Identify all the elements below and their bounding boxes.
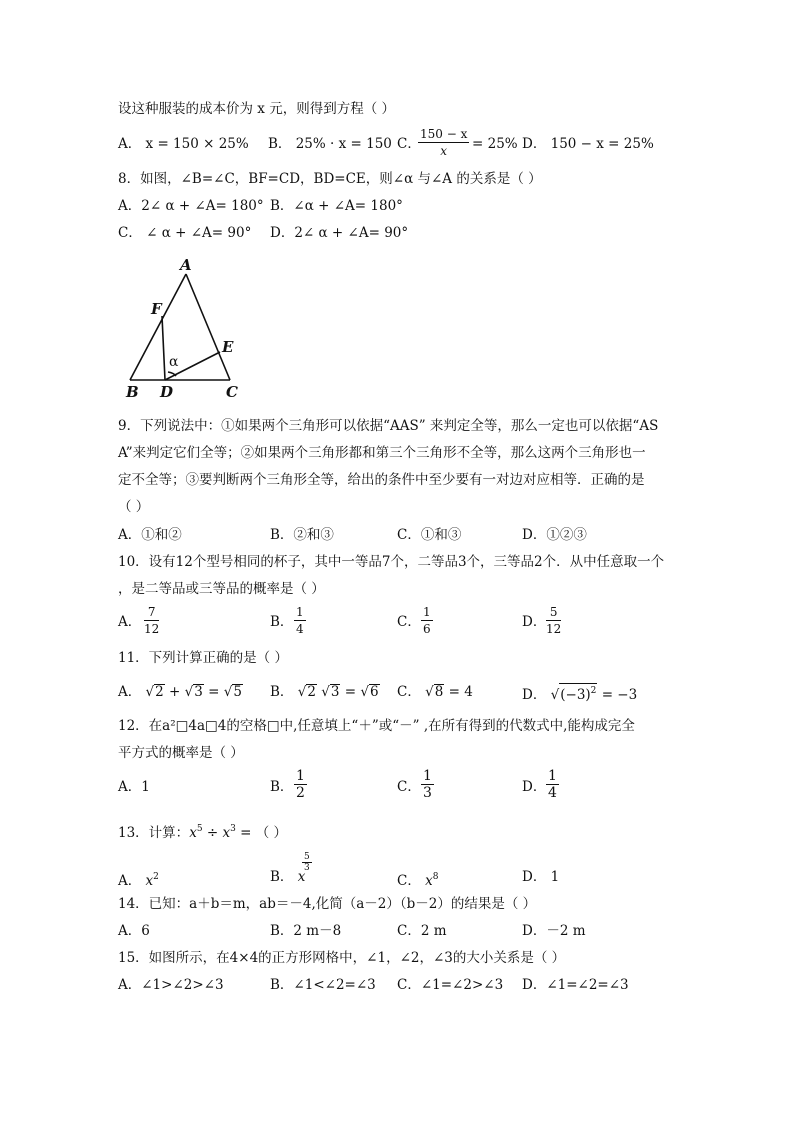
q10-c-denominator: 6 — [423, 622, 431, 636]
q13-c-label: C． — [397, 873, 421, 889]
q10-d-denominator: 12 — [546, 622, 562, 636]
q10-option-d-label: D． — [522, 614, 547, 630]
q11-d-label: D． — [522, 687, 547, 703]
q10-option-d-fraction — [546, 604, 561, 637]
q9-line-1: 9．下列说法中：①如果两个三角形可以依据“AAS” 来判定全等，那么一定也可以依据“AS — [118, 418, 659, 434]
q14-stem: 14．已知：a＋b＝m，ab＝－4,化简（a－2）（b－2）的结果是（ ） — [118, 896, 537, 912]
q12-option-d-fraction — [546, 768, 559, 801]
q15-option-a: A．∠1>∠2>∠3 — [118, 977, 224, 993]
q9-option-d: D．①②③ — [522, 527, 587, 543]
q12-c-numerator: 1 — [423, 768, 432, 784]
q10-a-denominator: 12 — [144, 622, 160, 636]
q15-stem: 15．如图所示，在4×4的正方形网格中，∠1，∠2，∠3的大小关系是（ ） — [118, 950, 566, 966]
q13-exp-1: 5 — [196, 824, 203, 834]
q10-option-c-fraction — [421, 604, 433, 637]
q9-option-b: B．②和③ — [270, 527, 334, 543]
label-e: E — [222, 338, 234, 356]
q8-option-c: C． ∠ α + ∠A= 90° — [118, 225, 252, 241]
triangle-figure — [118, 256, 248, 402]
q15-option-d: D．∠1=∠2=∠3 — [522, 977, 629, 993]
q14-option-b: B．2 m－8 — [270, 923, 342, 939]
q12-b-numerator: 1 — [296, 768, 305, 784]
q11-a-radicand-3: 5 — [233, 684, 242, 700]
q10-option-b-label: B． — [270, 614, 294, 630]
q11-b-radicand-2: 3 — [330, 684, 340, 700]
q11-b-label: B． — [270, 684, 294, 700]
q13-b-exp-numerator: 5 — [304, 852, 310, 862]
q8-option-a: A．2∠ α + ∠A= 180° — [118, 198, 264, 214]
q11-option-b: B． √2 √3 = √6 — [270, 684, 379, 700]
q13-option-c — [397, 868, 439, 890]
q13-stem — [118, 820, 287, 842]
q10-option-c-label: C． — [397, 614, 421, 630]
q12-d-denominator: 4 — [548, 785, 557, 801]
q12-option-d-label: D． — [522, 779, 547, 795]
q11-option-c: C． √8 = 4 — [397, 684, 473, 700]
q14-option-d: D．－2 m — [522, 923, 586, 939]
q12-line-2: 平方式的概率是（ ） — [118, 745, 244, 761]
q13-c-exp: 8 — [432, 872, 439, 882]
q7-stem: 设这种服装的成本价为 x 元，则得到方程（ ） — [118, 101, 395, 117]
q10-d-numerator: 5 — [546, 604, 561, 621]
q12-d-numerator: 1 — [548, 768, 557, 784]
q13-base-2: x — [222, 825, 231, 841]
q7-option-b: B． 25% · x = 150 — [268, 136, 392, 152]
q13-a-label: A． — [118, 873, 142, 889]
q7-option-c-label: C． — [397, 136, 421, 152]
q13-b-exp-denominator: 3 — [304, 863, 310, 873]
q9-line-4: （ ） — [118, 499, 150, 515]
q11-a-radicand-2: 3 — [194, 684, 203, 700]
q10-b-numerator: 1 — [296, 605, 304, 619]
side-ac — [186, 274, 230, 380]
q13-c-base: x — [425, 873, 433, 889]
q8-option-b: B．∠α + ∠A= 180° — [270, 198, 403, 214]
q13-option-b-exponent — [302, 852, 312, 873]
q14-option-c: C．2 m — [397, 923, 447, 939]
q10-option-b-fraction — [294, 604, 306, 637]
q9-line-3: 定不全等；③要判断两个三角形全等，给出的条件中至少要有一对边对应相等．正确的是 — [118, 472, 645, 488]
q7-option-d: D． 150 − x = 25% — [522, 136, 654, 152]
q13-stem-suffix: = （ ） — [235, 825, 287, 841]
label-c: C — [226, 383, 238, 401]
q8-stem: 8．如图，∠B=∠C，BF=CD，BD=CE，则∠α 与∠A 的关系是（ ） — [118, 171, 542, 187]
q11-option-a: A． √2 + √3 = √5 — [118, 684, 242, 700]
q12-line-1: 12．在a²□4a□4的空格□中,任意填上“＋”或“－” ,在所有得到的代数式中,能构成完全 — [118, 718, 635, 734]
q11-d-equals: = −3 — [601, 687, 638, 703]
q14-option-a: A．6 — [118, 923, 150, 939]
q8-option-d: D．2∠ α + ∠A= 90° — [270, 225, 409, 241]
q11-option-d: D． $√(-3)^2 = -3$ — [522, 683, 637, 704]
q11-d-radicand — [559, 683, 597, 702]
q10-line-2: ，是二等品或三等品的概率是（ ） — [118, 581, 325, 597]
q7-option-a: A． x = 150 × 25% — [118, 136, 249, 152]
angle-alpha-arc — [168, 372, 176, 376]
label-alpha: α — [169, 354, 179, 370]
q10-a-numerator: 7 — [144, 604, 159, 621]
q13-exp-2: 3 — [230, 824, 236, 834]
label-d: D — [160, 383, 174, 401]
q9-option-c: C．①和③ — [397, 527, 462, 543]
q15-option-c: C．∠1=∠2>∠3 — [397, 977, 504, 993]
q11-c-label: C． — [397, 684, 421, 700]
q13-base-1: x — [189, 825, 197, 841]
q11-a-equals: = — [208, 684, 220, 700]
q15-option-b: B．∠1<∠2=∠3 — [270, 977, 376, 993]
q7-c-numerator: 150 − x — [420, 127, 468, 141]
q10-b-denominator: 4 — [296, 622, 304, 636]
q9-line-2: A”来判定它们全等；②如果两个三角形都和第三个三角形不全等，那么这两个三角形也一 — [118, 445, 646, 461]
q11-b-radicand-3: 6 — [369, 684, 379, 700]
q12-option-c-label: C． — [397, 779, 421, 795]
q11-b-radicand-1: 2 — [307, 684, 316, 700]
q13-a-base: x — [145, 873, 154, 889]
q12-option-a: A．1 — [118, 779, 150, 795]
q10-line-1: 10．设有12个型号相同的杯子，其中一等品7个，二等品3个，三等品2个．从中任意取一个 — [118, 554, 665, 570]
label-f: F — [151, 300, 162, 318]
q11-d-exponent: 2 — [590, 686, 597, 696]
q10-option-a-fraction — [144, 604, 159, 637]
q12-option-b-fraction — [294, 768, 307, 801]
q13-b-label: B． — [270, 869, 294, 885]
q13-option-a — [118, 868, 159, 890]
q13-stem-prefix: 13．计算： — [118, 825, 190, 841]
q12-option-c-fraction — [421, 768, 434, 801]
label-a: A — [180, 256, 192, 274]
q12-option-b-label: B． — [270, 779, 294, 795]
q11-d-base: (−3) — [560, 687, 591, 703]
q10-option-a-label: A． — [118, 614, 142, 630]
q10-c-numerator: 1 — [423, 605, 431, 619]
q7-c-denominator: x — [440, 144, 448, 158]
q12-c-denominator: 3 — [423, 785, 432, 801]
segment-fd — [162, 316, 165, 380]
q11-a-plus: + — [169, 684, 181, 700]
label-b: B — [126, 383, 139, 401]
q13-option-d: D． 1 — [522, 869, 560, 885]
q13-a-exp: 2 — [153, 872, 159, 882]
q11-a-label: A． — [118, 684, 142, 700]
q12-b-denominator: 2 — [296, 785, 305, 801]
q9-option-a: A．①和② — [118, 527, 182, 543]
q11-c-equals: = 4 — [448, 684, 473, 700]
q11-c-radicand: 8 — [434, 684, 444, 700]
q7-option-c-tail: = 25% — [472, 136, 518, 152]
q11-stem: 11．下列计算正确的是（ ） — [118, 650, 288, 666]
q13-option-b — [270, 868, 305, 886]
q7-option-c-fraction — [418, 126, 469, 159]
q13-divide: ÷ — [202, 825, 223, 841]
q13-b-base: x — [297, 869, 306, 885]
q11-a-radicand-1: 2 — [155, 684, 164, 700]
q11-b-equals: = — [344, 684, 357, 700]
